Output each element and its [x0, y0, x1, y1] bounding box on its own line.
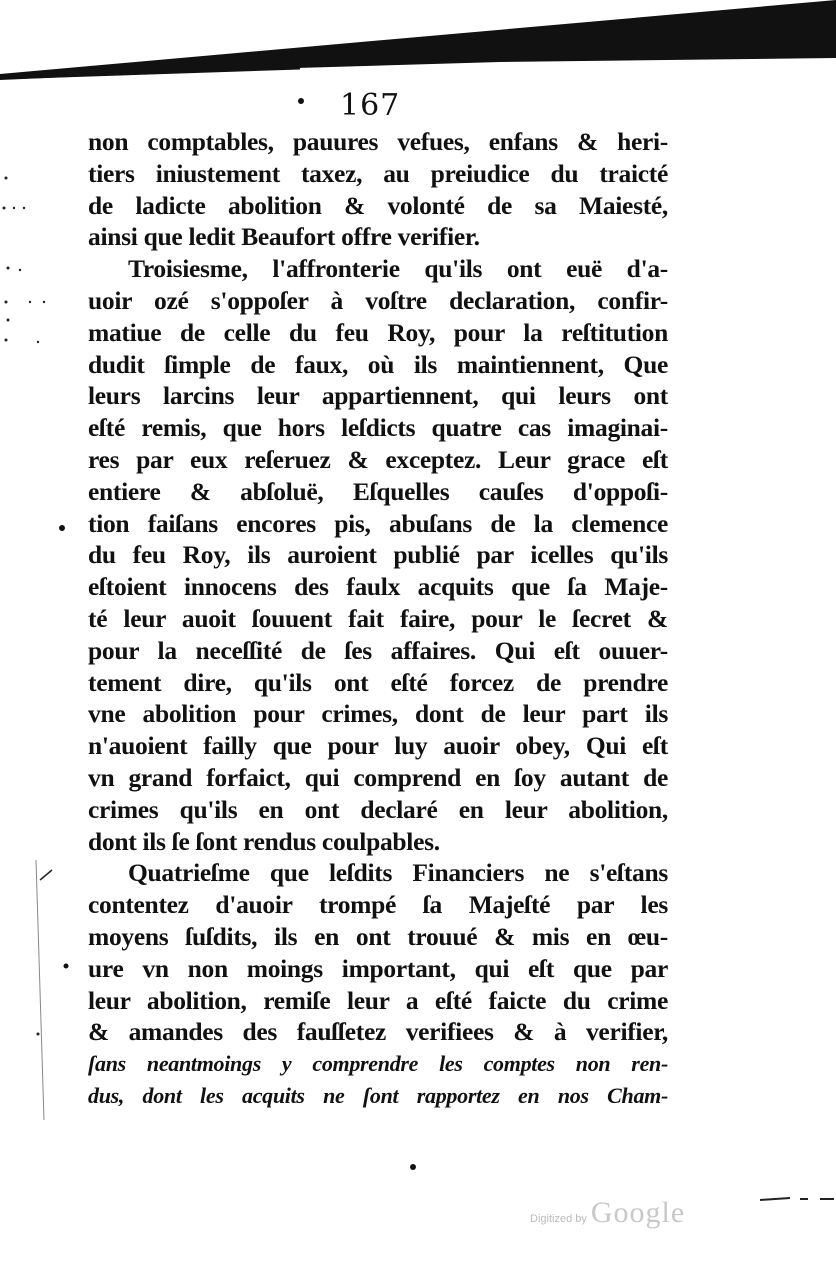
text-line: non comptables, pauures vefues, enfans & heri-	[88, 127, 668, 156]
text-line: ſans neantmoings y comprendre les comptes non ren-	[88, 1051, 668, 1077]
text-line: dus, dont les acquits ne ſont rapportez en nos Cham-	[88, 1082, 668, 1108]
text-line: dudit ſimple de faux, où ils maintiennent, Que	[88, 349, 668, 379]
text-line: vne abolition pour crimes, dont de leur part ils	[88, 699, 668, 729]
page-number: 167	[340, 88, 401, 123]
text-line: de ladicte abolition & volonté de sa Maiesté,	[88, 190, 668, 220]
text-line: res par eux reſeruez & exceptez. Leur grace eſt	[88, 444, 668, 474]
text-line: contentez d'auoir trompé ſa Majeſté par les	[88, 890, 668, 920]
scan-edge-shadow	[0, 0, 836, 90]
text-line: Quatrieſme que leſdits Financiers ne s'eſtans	[128, 858, 668, 888]
ink-dot	[410, 1164, 416, 1170]
digitized-by-label: Digitized by	[530, 1213, 587, 1225]
text-line: tion faiſans encores pis, abuſans de la clemence	[88, 508, 668, 538]
text-line: tement dire, qu'ils ont eſté forcez de prendre	[88, 667, 668, 697]
text-line: uoir ozé s'oppoſer à voſtre declaration, confir-	[88, 285, 668, 315]
margin-scan-marks	[0, 0, 90, 1262]
body-text	[88, 126, 668, 1112]
text-line: Troisiesme, l'affronterie qu'ils ont euë d'a-	[128, 254, 668, 284]
text-line: du feu Roy, ils auroient publié par icelles qu'ils	[88, 540, 668, 570]
text-line: moyens ſuſdits, ils en ont trouué & mis en œu-	[88, 921, 668, 951]
text-line: n'auoient failly que pour luy auoir obey, Qui eſt	[88, 731, 668, 761]
text-line: leurs larcins leur appartiennent, qui leurs ont	[88, 381, 668, 411]
footer-dash-marks	[700, 1190, 836, 1210]
text-line: crimes qu'ils en ont declaré en leur abolition,	[88, 794, 668, 824]
text-line: ainsi que ledit Beaufort offre verifier.	[88, 222, 480, 252]
google-watermark: Google	[590, 1196, 686, 1229]
text-line: ure vn non moings important, qui eſt que par	[88, 953, 668, 983]
text-line: eſtoient innocens des faulx acquits que ſa Maje-	[88, 572, 668, 602]
text-line: leur abolition, remiſe leur a eſté faicte du crime	[88, 985, 668, 1015]
text-line: eſté remis, que hors leſdicts quatre cas imaginai-	[88, 413, 668, 443]
text-line: & amandes des fauſſetez verifiees & à verifier,	[88, 1017, 668, 1047]
text-line: matiue de celle du feu Roy, pour la reſtitution	[88, 317, 668, 347]
digitization-credit	[530, 1196, 685, 1230]
text-line: pour la neceſſité de ſes affaires. Qui eſt ouuer-	[88, 635, 668, 665]
text-line: dont ils ſe ſont rendus coulpables.	[88, 826, 440, 856]
text-line: tiers iniustement taxez, au preiudice du traicté	[88, 158, 668, 188]
text-line: vn grand forfaict, qui comprend en ſoy autant de	[88, 762, 668, 792]
ink-dot	[298, 98, 304, 104]
text-line: té leur auoit ſouuent fait faire, pour le ſecret &	[88, 603, 668, 633]
text-line: entiere & abſoluë, Eſquelles cauſes d'oppoſi-	[88, 476, 668, 506]
